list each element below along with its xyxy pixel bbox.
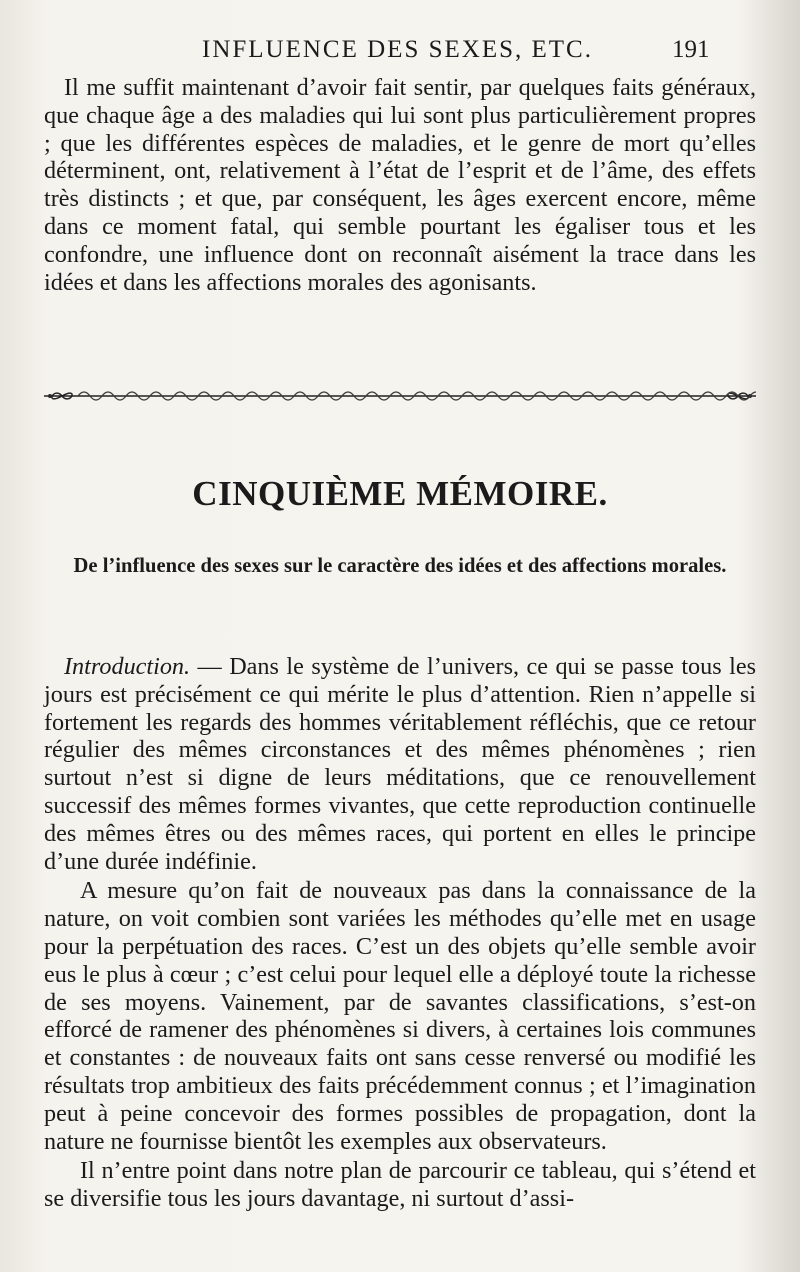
- page-number: 191: [672, 36, 710, 63]
- page-header: [0, 36, 800, 70]
- chapter-title: CINQUIÈME MÉMOIRE.: [192, 474, 608, 513]
- introduction-label: Introduction.: [64, 653, 191, 680]
- main-text-block: [44, 653, 756, 1213]
- introduction-paragraph: [44, 653, 756, 875]
- chapter-subtitle: De l’influence des sexes sur le caractère des idées et des affections morales.: [73, 555, 727, 577]
- opening-text-block: [44, 74, 756, 296]
- opening-paragraph: Il me suffit maintenant d’avoir fait sentir, par quelques faits généraux, que chaque âge a des maladies qui lui sont plus particulièrement propres ; que les différentes espèces de maladies, et le genre de mort qu’elles déterminent, ont, relativement à l’état de l’esprit et de l’âme, des effets très distincts ; et que, par conséquent, les âges exercent encore, même dans ce moment fatal, qui semble pourtant les égaliser tous et les confondre, une influence dont on reconnaît aisément la trace dans les idées et dans les affections morales des agonisants.: [44, 74, 756, 296]
- introduction-text: — Dans le système de l’univers, ce qui se passe tous les jours est précisément ce qui mérite le plus d’attention. Rien n’appelle si fortement les regards des hommes véritablement réfléchis, que ce retour régulier des mêmes circonstances et des mêmes phénomènes ; rien surtout n’est si digne de leurs méditations, que ce renouvellement successif des mêmes formes vivantes, que cette reproduction continuelle des mêmes êtres ou des mêmes races, qui portent en elles le principe d’une durée indéfinie.: [44, 653, 756, 875]
- paragraph-three: Il n’entre point dans notre plan de parcourir ce tableau, qui s’étend et se diversifie tous les jours davantage, ni surtout d’assi-: [44, 1157, 756, 1213]
- paragraph-two: A mesure qu’on fait de nouveaux pas dans la connaissance de la nature, on voit combien sont variées les méthodes qu’elle met en usage pour la perpétuation des races. C’est un des objets qu’elle semble avoir eus le plus à cœur ; c’est celui pour lequel elle a déployé toute la richesse de ses moyens. Vainement, par de savantes classifications, s’est-on efforcé de ramener des phénomènes si divers, à certaines lois communes et constantes : de nouveaux faits ont sans cesse renversé ou modifié les résultats trop ambitieux des faits précédemment connus ; et l’imagination peut à peine concevoir des formes possibles de propagation, dont la nature ne fournisse bientôt les exemples aux observateurs.: [44, 877, 756, 1155]
- decorative-rule: [44, 386, 756, 406]
- running-head: INFLUENCE DES SEXES, ETC.: [202, 36, 593, 63]
